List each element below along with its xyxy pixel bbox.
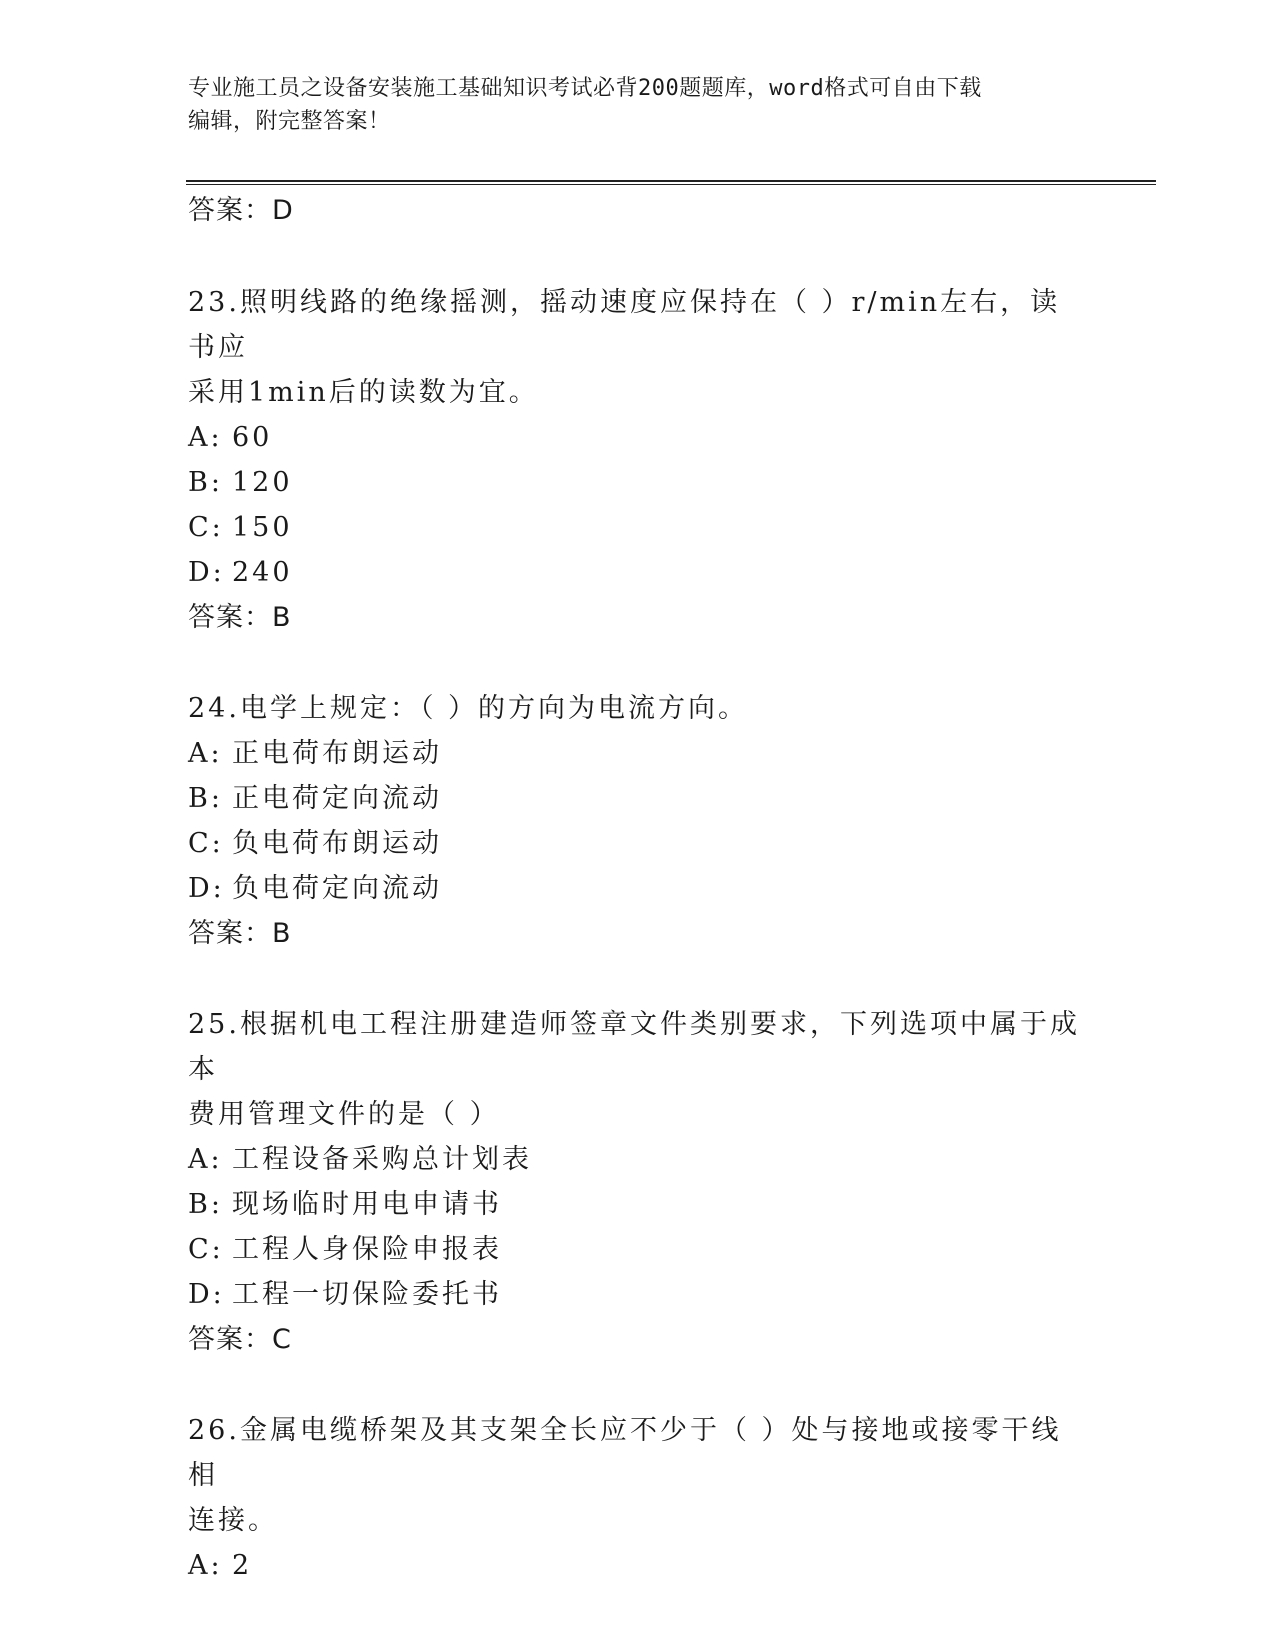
option-text: 正电荷定向流动 <box>232 783 442 814</box>
option-c <box>188 821 1088 866</box>
question-text-line: 24.电学上规定：（ ）的方向为电流方向。 <box>188 693 749 724</box>
question-block <box>188 1408 1088 1588</box>
option-a <box>188 1137 1088 1182</box>
question-text-line: 连接。 <box>188 1505 278 1536</box>
option-a <box>188 415 1088 460</box>
option-d <box>188 550 1088 595</box>
option-letter: B: <box>188 783 223 814</box>
option-letter: C: <box>188 1234 224 1265</box>
option-b <box>188 1182 1088 1227</box>
previous-question-answer: 答案：D <box>188 195 294 226</box>
question-text-line: 采用1min后的读数为宜。 <box>188 377 539 408</box>
option-text: 150 <box>232 512 293 543</box>
header-title-line-1: 专业施工员之设备安装施工基础知识考试必背200题题库，word格式可自由下载 <box>188 76 982 101</box>
option-c <box>188 505 1088 550</box>
option-b <box>188 460 1088 505</box>
option-text: 240 <box>232 557 293 588</box>
question-text <box>188 1408 1088 1543</box>
header-divider-thin <box>186 184 1156 185</box>
document-header <box>188 72 1068 138</box>
option-text: 2 <box>232 1550 253 1581</box>
question-text <box>188 280 1088 415</box>
spacer <box>188 1362 1088 1408</box>
option-a <box>188 1543 1088 1588</box>
option-c <box>188 1227 1088 1272</box>
option-d <box>188 866 1088 911</box>
option-text: 120 <box>232 467 293 498</box>
question-text <box>188 686 1088 731</box>
option-text: 负电荷布朗运动 <box>232 828 442 859</box>
option-letter: D: <box>188 1279 225 1310</box>
option-letter: C: <box>188 828 224 859</box>
option-letter: D: <box>188 557 225 588</box>
question-answer: 答案：B <box>188 602 292 633</box>
option-letter: B: <box>188 1189 223 1220</box>
option-letter: A: <box>188 1550 223 1581</box>
header-title-line-2: 编辑，附完整答案！ <box>188 109 391 134</box>
option-letter: A: <box>188 738 223 769</box>
question-block <box>188 280 1088 640</box>
spacer <box>188 234 1088 280</box>
question-text <box>188 1002 1088 1137</box>
option-letter: A: <box>188 1144 223 1175</box>
option-letter: D: <box>188 873 225 904</box>
option-text: 现场临时用电申请书 <box>232 1189 502 1220</box>
option-letter: B: <box>188 467 223 498</box>
option-text: 工程一切保险委托书 <box>232 1279 502 1310</box>
option-text: 正电荷布朗运动 <box>232 738 442 769</box>
option-text: 工程人身保险申报表 <box>232 1234 502 1265</box>
option-b <box>188 776 1088 821</box>
option-text: 工程设备采购总计划表 <box>232 1144 532 1175</box>
option-d <box>188 1272 1088 1317</box>
option-letter: A: <box>188 422 223 453</box>
question-text-line: 25.根据机电工程注册建造师签章文件类别要求，下列选项中属于成本 <box>188 1009 1080 1085</box>
question-text-line: 26.金属电缆桥架及其支架全长应不少于（ ）处与接地或接零干线相 <box>188 1415 1062 1491</box>
question-block <box>188 1002 1088 1362</box>
question-block <box>188 686 1088 956</box>
option-a <box>188 731 1088 776</box>
option-text: 负电荷定向流动 <box>232 873 442 904</box>
question-text-line: 费用管理文件的是（ ） <box>188 1099 500 1130</box>
header-divider-thick <box>186 180 1156 182</box>
question-list <box>188 188 1088 1588</box>
question-answer: 答案：B <box>188 918 292 949</box>
question-answer: 答案：C <box>188 1324 292 1355</box>
spacer <box>188 640 1088 686</box>
option-letter: C: <box>188 512 224 543</box>
option-text: 60 <box>232 422 273 453</box>
question-text-line: 23.照明线路的绝缘摇测，摇动速度应保持在（ ）r/min左右，读书应 <box>188 287 1061 363</box>
spacer <box>188 956 1088 1002</box>
